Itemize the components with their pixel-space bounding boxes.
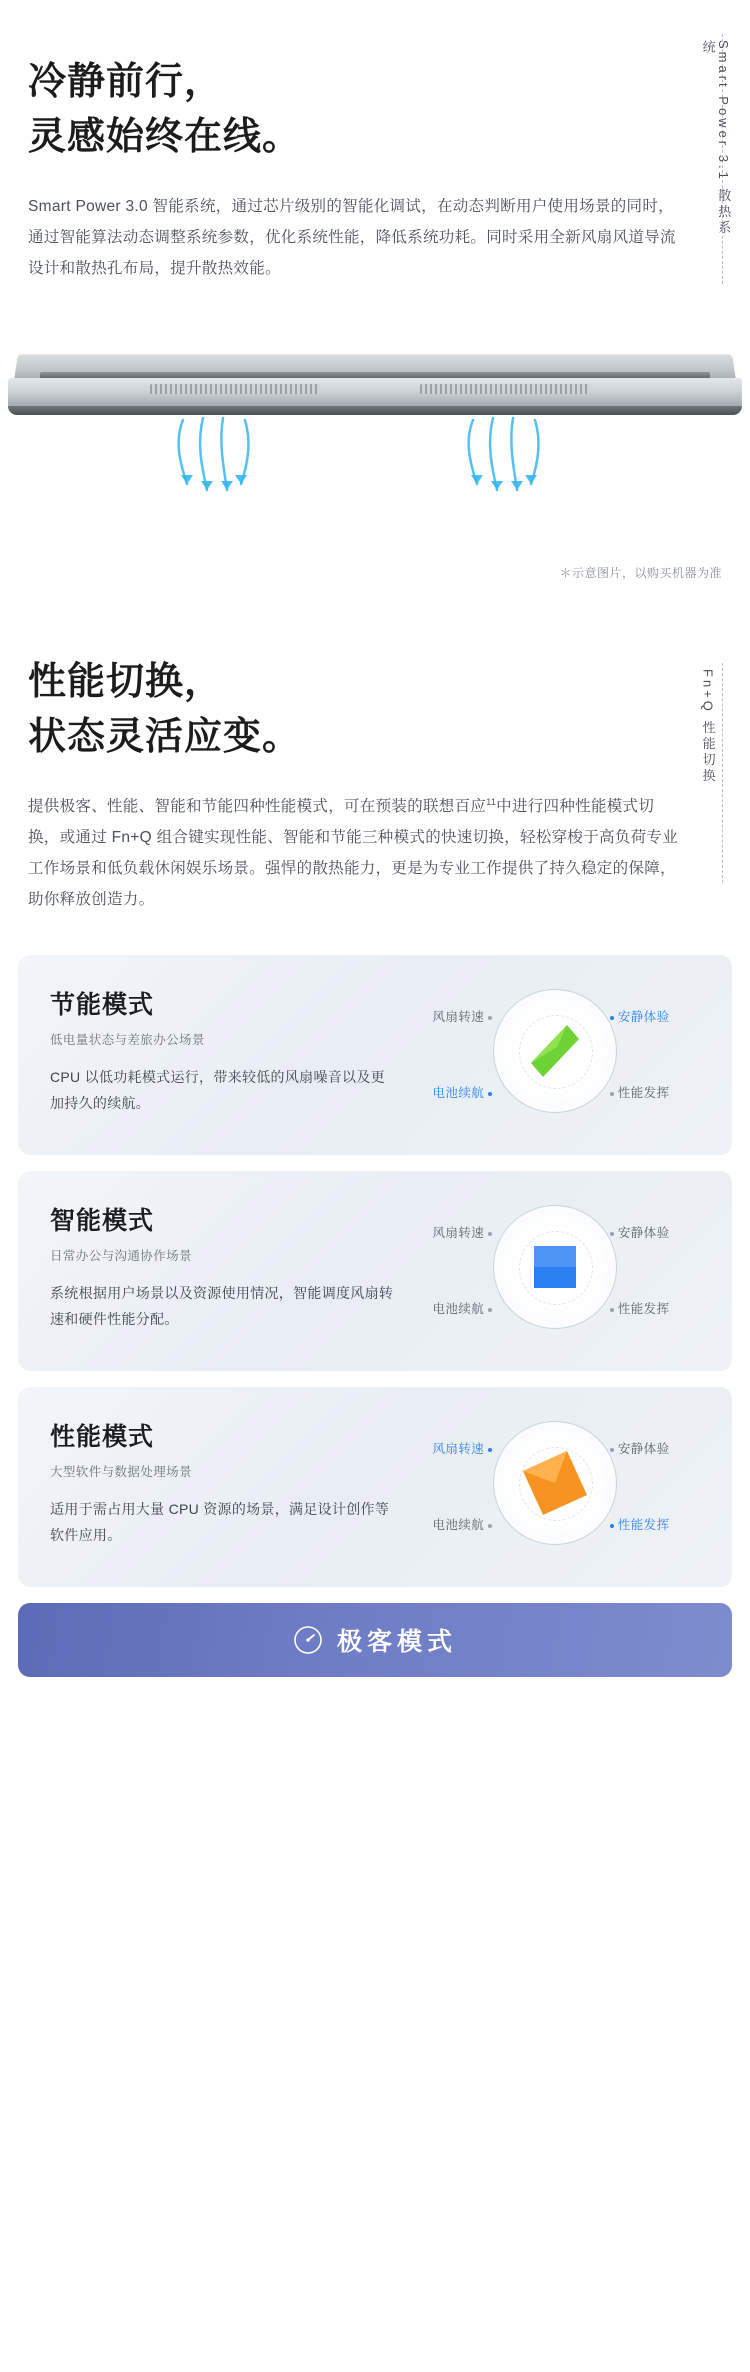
- radar-dot: [610, 1448, 614, 1452]
- section1-footnote: ＊示意图片，以购买机器为准: [559, 566, 722, 581]
- radar-label-fan-speed: [433, 1223, 492, 1241]
- radar-label-fan-speed: [433, 1007, 492, 1025]
- radar-chart-eco: [396, 989, 706, 1124]
- radar-label-battery: [433, 1515, 492, 1533]
- heading-line-1: 冷静前行，: [28, 61, 224, 103]
- radar-chart-performance: [396, 1421, 706, 1556]
- radar-label-quiet: [610, 1223, 669, 1241]
- section2-body-post: 中进行四种性能模式切换，或通过 Fn+Q 组合键实现性能、智能和节能三种模式的快速切换，轻松穿梭于高负荷专业工作场景和低负载休闲娱乐场景。强悍的散热能力，更是为专业工作提供了持久稳定的保障，助你释放创造力。: [28, 798, 679, 909]
- radar-label-text: 性能发挥: [617, 1086, 670, 1101]
- radar-label-text: 风扇转速: [432, 1010, 485, 1025]
- card-description: 系统根据用户场景以及资源使用情况，智能调度风扇转速和硬件性能分配。: [50, 1285, 394, 1328]
- mode-card-eco[interactable]: [18, 955, 732, 1155]
- radar-dot: [610, 1524, 614, 1528]
- radar-circle: [493, 989, 617, 1113]
- radar-label-quiet: [610, 1439, 669, 1457]
- card-subtitle: 日常办公与沟通协作场景: [50, 1249, 192, 1264]
- radar-dot: [610, 1232, 614, 1236]
- side-label-smart-power: Smart Power 3.1 散热系统: [700, 40, 732, 237]
- radar-label-text: 风扇转速: [432, 1226, 485, 1241]
- radar-dot: [488, 1448, 492, 1452]
- radar-dot: [610, 1092, 614, 1096]
- mode-card-performance[interactable]: [18, 1387, 732, 1587]
- laptop-illustration: [0, 326, 750, 526]
- card-description: 适用于需占用大量 CPU 资源的场景，满足设计创作等软件应用。: [50, 1501, 390, 1544]
- vent-left: [150, 384, 320, 394]
- heading-line-2: 灵感始终在线。: [28, 116, 302, 159]
- heading-line-1: 性能切换，: [28, 661, 224, 704]
- radar-dot: [488, 1092, 492, 1096]
- radar-label-text: 安静体验: [617, 1010, 670, 1025]
- radar-label-text: 性能发挥: [617, 1518, 670, 1533]
- section2-heading: [0, 655, 750, 765]
- footnote-marker: 11: [486, 797, 497, 808]
- radar-dot: [488, 1308, 492, 1312]
- radar-label-text: 性能发挥: [617, 1302, 670, 1317]
- radar-label-performance: [610, 1083, 669, 1101]
- card-subtitle: 低电量状态与差旅办公场景: [50, 1033, 205, 1048]
- airflow-left-icon: [165, 414, 271, 506]
- heading-line-2: 状态灵活应变。: [28, 716, 302, 759]
- laptop-base-edge: [8, 406, 742, 415]
- side-label-fnq: Fn+Q 性能切换: [700, 669, 716, 785]
- radar-label-text: 电池续航: [432, 1518, 485, 1533]
- geek-mode-label: 极客模式: [336, 1628, 457, 1657]
- card-title: 节能模式: [50, 991, 155, 1020]
- radar-dot: [488, 1524, 492, 1528]
- radar-label-text: 风扇转速: [432, 1442, 485, 1457]
- radar-label-battery: [433, 1083, 492, 1101]
- section2-body: [0, 765, 750, 915]
- radar-label-text: 电池续航: [432, 1302, 485, 1317]
- airflow-right-icon: [455, 414, 561, 506]
- side-rule-2: [722, 663, 723, 883]
- radar-dot: [488, 1016, 492, 1020]
- section2-body-pre: 提供极客、性能、智能和节能四种性能模式，可在预装的联想百应: [28, 798, 487, 816]
- card-subtitle: 大型软件与数据处理场景: [50, 1465, 192, 1480]
- radar-label-quiet: [610, 1007, 669, 1025]
- mode-card-smart[interactable]: [18, 1171, 732, 1371]
- radar-circle: [493, 1205, 617, 1329]
- mode-card-list: [0, 955, 750, 1587]
- speedometer-icon: [293, 1625, 323, 1655]
- radar-label-performance: [610, 1299, 669, 1317]
- section-cooling: [0, 0, 750, 581]
- radar-label-text: 安静体验: [617, 1442, 670, 1457]
- radar-dot: [488, 1232, 492, 1236]
- card-description: CPU 以低功耗模式运行，带来较低的风扇噪音以及更加持久的续航。: [50, 1069, 385, 1112]
- radar-chart-smart: [396, 1205, 706, 1340]
- radar-label-text: 安静体验: [617, 1226, 670, 1241]
- radar-dot: [610, 1016, 614, 1020]
- radar-label-performance: [610, 1515, 669, 1533]
- geek-mode-bar[interactable]: [18, 1603, 732, 1677]
- radar-label-fan-speed: [433, 1439, 492, 1457]
- card-text-performance: [18, 1387, 398, 1549]
- card-title: 性能模式: [50, 1423, 155, 1452]
- section-performance-modes: [0, 655, 750, 1677]
- vent-right: [420, 384, 590, 394]
- card-text-smart: [18, 1171, 398, 1333]
- card-text-eco: [18, 955, 398, 1117]
- section1-body: Smart Power 3.0 智能系统，通过芯片级别的智能化调试，在动态判断用户使用场景的同时，通过智能算法动态调整系统参数，优化系统性能，降低系统功耗。同时采用全新风扇风道导流设计和散热孔布局，提升散热效能。: [28, 198, 676, 278]
- radar-circle: [493, 1421, 617, 1545]
- radar-label-battery: [433, 1299, 492, 1317]
- section1-heading: [0, 0, 750, 165]
- radar-dot: [610, 1308, 614, 1312]
- card-title: 智能模式: [50, 1207, 155, 1236]
- radar-label-text: 电池续航: [432, 1086, 485, 1101]
